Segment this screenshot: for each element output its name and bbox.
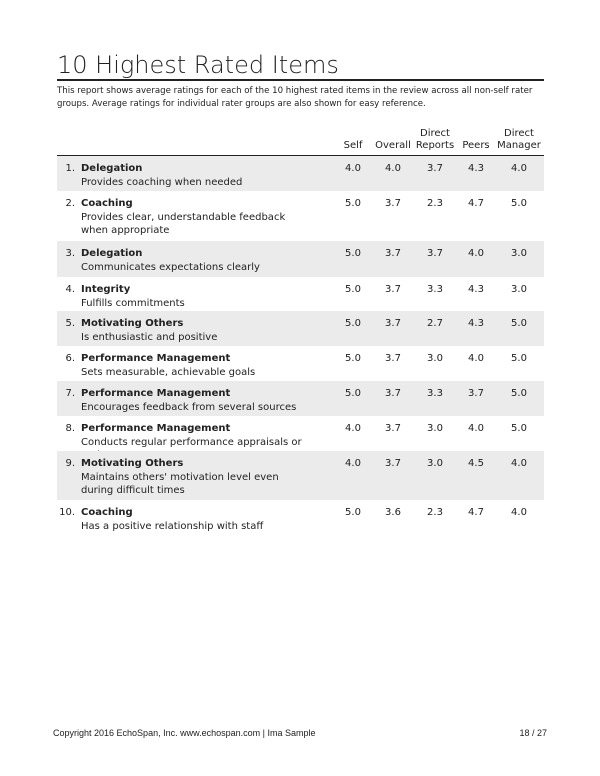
rating-direct-manager: 5.0: [511, 353, 527, 364]
row-number: 7.: [65, 388, 75, 399]
item-description: Provides clear, understandable feedback when appropriate: [81, 212, 286, 236]
rating-self: 4.0: [345, 458, 361, 469]
footer-copyright: Copyright 2016 EchoSpan, Inc. www.echospan.com | Ima Sample: [53, 728, 316, 738]
rating-direct-reports: 3.7: [427, 163, 443, 174]
rating-direct-reports: 3.0: [427, 353, 443, 364]
table-row: [57, 381, 544, 416]
rating-direct-reports: 3.3: [427, 388, 443, 399]
rating-direct-manager: 4.0: [511, 458, 527, 469]
rating-direct-reports: 3.0: [427, 458, 443, 469]
row-number: 6.: [65, 353, 75, 364]
table-row: [57, 500, 544, 535]
rating-self: 4.0: [345, 163, 361, 174]
page-number: 18 / 27: [519, 728, 547, 738]
table-row: [57, 191, 544, 241]
item-description: Communicates expectations clearly: [81, 262, 260, 273]
item-category: Motivating Others: [81, 458, 184, 469]
rating-overall: 3.7: [385, 423, 401, 434]
rating-peers: 3.7: [468, 388, 484, 399]
rating-direct-manager: 5.0: [511, 318, 527, 329]
rating-self: 4.0: [345, 423, 361, 434]
column-header-direct-manager: Direct Manager: [497, 128, 541, 151]
item-description: Maintains others' motivation level even during difficult times: [81, 472, 279, 496]
rating-overall: 3.7: [385, 284, 401, 295]
row-number: 1.: [65, 163, 75, 174]
rating-direct-reports: 3.7: [427, 248, 443, 259]
table-row: [57, 416, 544, 451]
rating-direct-manager: 5.0: [511, 198, 527, 209]
item-description: Has a positive relationship with staff: [81, 521, 264, 532]
rating-peers: 4.3: [468, 163, 484, 174]
item-description: Is enthusiastic and positive: [81, 332, 218, 343]
page-title: 10 Highest Rated Items: [57, 51, 339, 79]
item-category: Motivating Others: [81, 318, 184, 329]
rating-overall: 3.7: [385, 318, 401, 329]
rating-overall: 3.7: [385, 198, 401, 209]
item-description: Fulfills commitments: [81, 298, 185, 309]
table-row: [57, 156, 544, 191]
rating-overall: 4.0: [385, 163, 401, 174]
rating-peers: 4.3: [468, 284, 484, 295]
table-row: [57, 311, 544, 346]
column-header-peers: Peers: [462, 140, 490, 151]
row-number: 3.: [65, 248, 75, 259]
rating-peers: 4.5: [468, 458, 484, 469]
rating-direct-reports: 2.3: [427, 507, 443, 518]
rating-direct-manager: 5.0: [511, 423, 527, 434]
row-number: 8.: [65, 423, 75, 434]
column-header-self: Self: [343, 140, 363, 151]
rating-self: 5.0: [345, 318, 361, 329]
rating-overall: 3.7: [385, 248, 401, 259]
row-number: 2.: [65, 198, 75, 209]
item-description: Provides coaching when needed: [81, 177, 243, 188]
rating-peers: 4.3: [468, 318, 484, 329]
item-category: Integrity: [81, 284, 131, 295]
item-category: Performance Management: [81, 388, 231, 399]
table-row: [57, 241, 544, 277]
item-description: Conducts regular performance appraisals or: [81, 437, 302, 448]
rating-self: 5.0: [345, 507, 361, 518]
row-number: 9.: [65, 458, 75, 469]
item-category: Coaching: [81, 507, 133, 518]
rating-overall: 3.7: [385, 353, 401, 364]
table-row: [57, 346, 544, 381]
rating-peers: 4.7: [468, 507, 484, 518]
row-number: 4.: [65, 284, 75, 295]
item-category: Performance Management: [81, 423, 231, 434]
row-number: 10.: [59, 507, 75, 518]
rating-direct-manager: 3.0: [511, 284, 527, 295]
rating-overall: 3.7: [385, 458, 401, 469]
rating-peers: 4.7: [468, 198, 484, 209]
column-header-overall: Overall: [375, 140, 411, 151]
item-category: Performance Management: [81, 353, 231, 364]
row-number: 5.: [65, 318, 75, 329]
title-divider: [57, 79, 544, 81]
rating-direct-manager: 3.0: [511, 248, 527, 259]
rating-self: 5.0: [345, 388, 361, 399]
rating-overall: 3.7: [385, 388, 401, 399]
rating-direct-reports: 2.7: [427, 318, 443, 329]
rating-self: 5.0: [345, 284, 361, 295]
rating-peers: 4.0: [468, 248, 484, 259]
column-header-direct-reports: Direct Reports: [415, 128, 455, 151]
rating-peers: 4.0: [468, 353, 484, 364]
item-category: Coaching: [81, 198, 133, 209]
item-description: Encourages feedback from several sources: [81, 402, 297, 413]
item-category: Delegation: [81, 163, 143, 174]
rating-self: 5.0: [345, 198, 361, 209]
rating-direct-reports: 2.3: [427, 198, 443, 209]
rating-self: 5.0: [345, 353, 361, 364]
rating-direct-manager: 4.0: [511, 507, 527, 518]
intro-text: This report shows average ratings for each of the 10 highest rated items in the review across all non-self rater groups. Average ratings for individual rater groups are also shown for easy reference.: [57, 86, 533, 109]
table-row: [57, 451, 544, 500]
rating-overall: 3.6: [385, 507, 401, 518]
rating-peers: 4.0: [468, 423, 484, 434]
rating-direct-manager: 5.0: [511, 388, 527, 399]
table-row: [57, 277, 544, 311]
rating-self: 5.0: [345, 248, 361, 259]
item-category: Delegation: [81, 248, 143, 259]
item-description: Sets measurable, achievable goals: [81, 367, 256, 378]
rating-direct-reports: 3.3: [427, 284, 443, 295]
rating-direct-manager: 4.0: [511, 163, 527, 174]
rating-direct-reports: 3.0: [427, 423, 443, 434]
